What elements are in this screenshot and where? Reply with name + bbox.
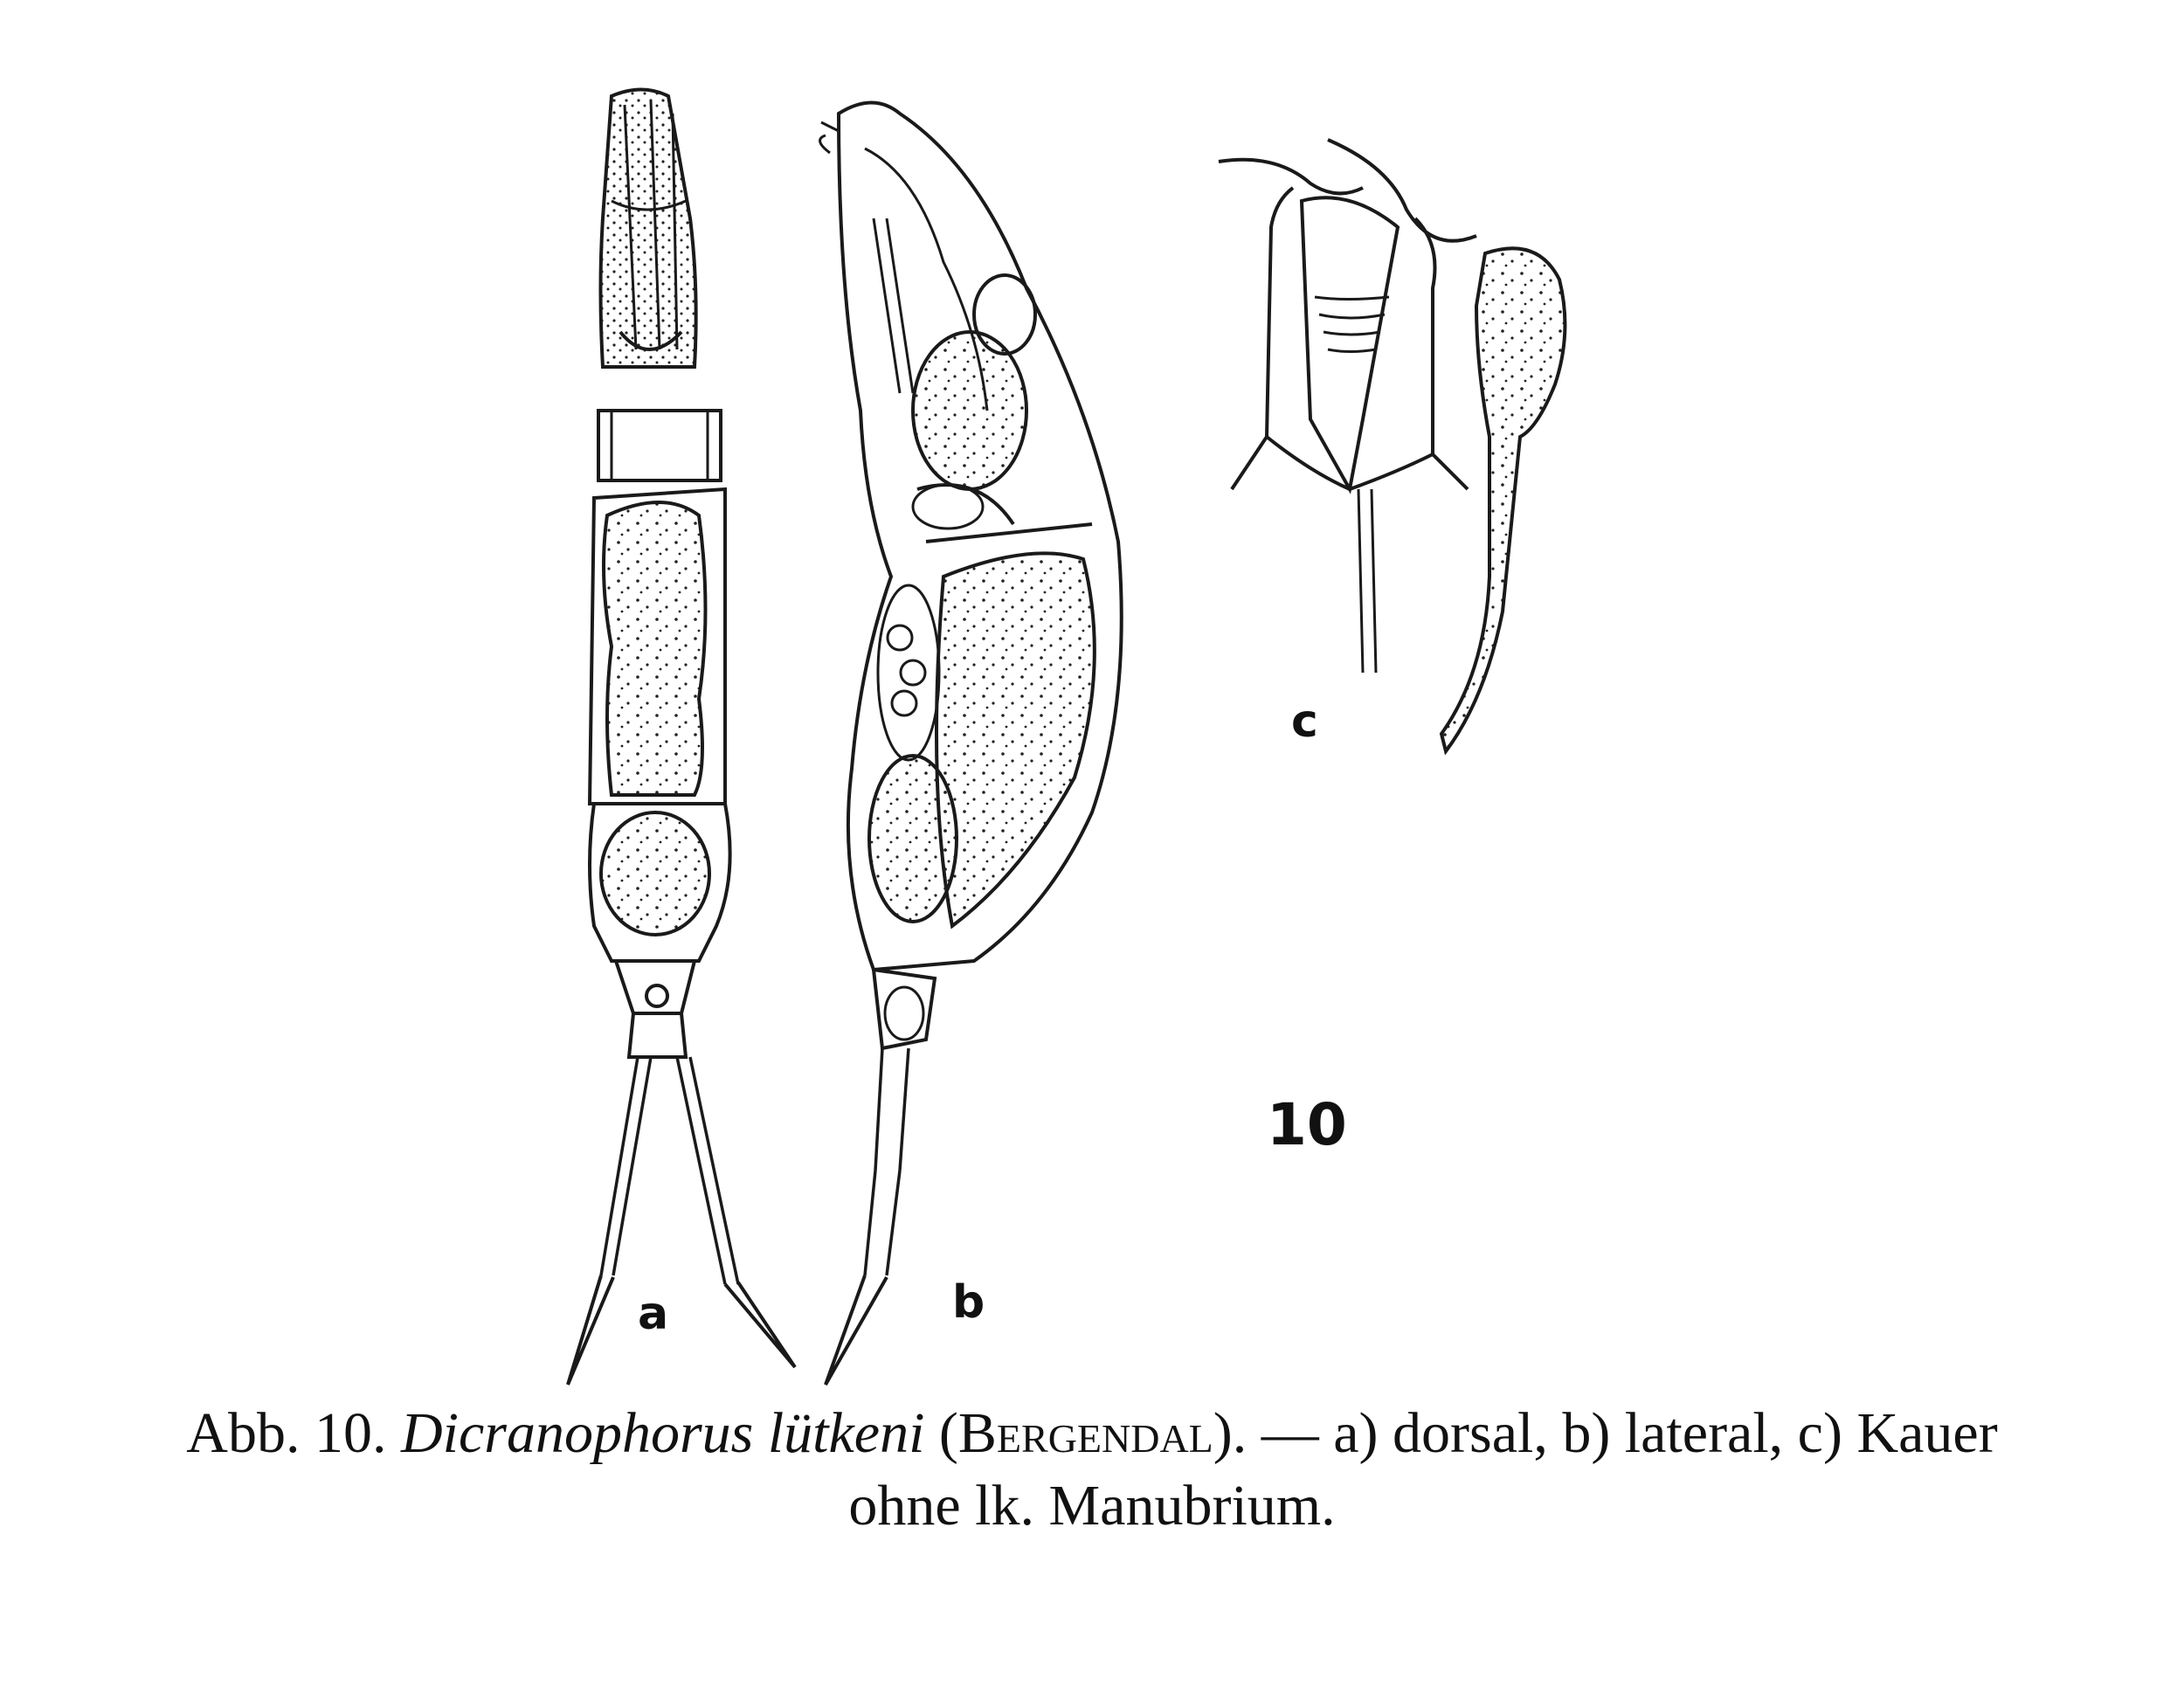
- caption-author: (Bergendal).: [938, 1401, 1248, 1465]
- caption-species: Dicranophorus lütkeni: [400, 1401, 925, 1465]
- panel-label-c: c: [1291, 695, 1318, 748]
- caption-line-1: [26, 1398, 2158, 1470]
- caption-views: — a) dorsal, b) lateral, c) Kauer: [1261, 1401, 1998, 1465]
- caption-prefix: Abb. 10.: [186, 1401, 387, 1465]
- drawing-dorsal-view: [568, 90, 795, 1386]
- drawing-lateral-view: [820, 103, 1122, 1386]
- drawing-trophi: [1219, 140, 1565, 751]
- figure-caption: [26, 1398, 2158, 1542]
- figure-number: 10: [1267, 1091, 1347, 1158]
- caption-line-2: ohne lk. Manubrium.: [848, 1473, 1336, 1538]
- panel-label-b: b: [952, 1276, 985, 1329]
- panel-label-a: a: [638, 1288, 669, 1340]
